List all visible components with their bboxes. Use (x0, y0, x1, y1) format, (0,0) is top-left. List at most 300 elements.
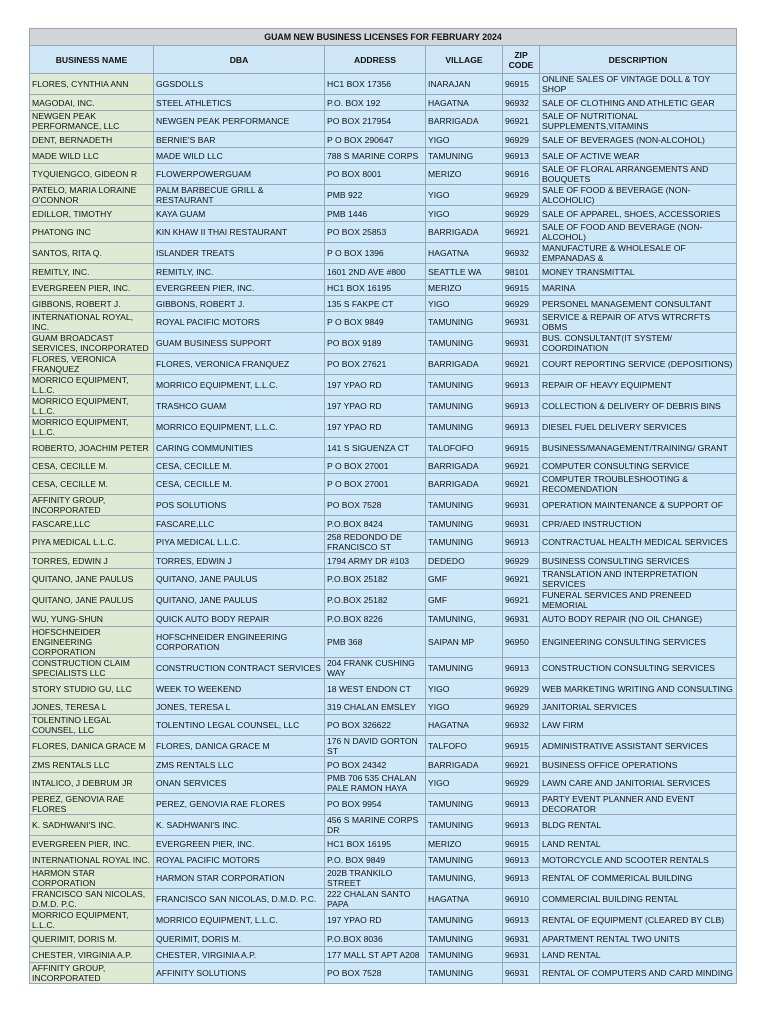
zip-code-cell: 96929 (503, 699, 540, 715)
business-name-cell: FLORES, VERONICA FRANQUEZ (30, 354, 154, 375)
dba-cell: FLORES, VERONICA FRANQUEZ (154, 354, 325, 375)
business-name-cell: SANTOS, RITA Q. (30, 243, 154, 264)
business-name-cell: WU, YUNG-SHUN (30, 611, 154, 627)
business-name-cell: CESA, CECILLE M. (30, 474, 154, 495)
description-cell: DIESEL FUEL DELIVERY SERVICES (540, 417, 737, 438)
village-cell: TAMUNING (426, 947, 503, 963)
village-cell: TALFOFO (426, 736, 503, 757)
village-cell: SEATTLE WA (426, 264, 503, 280)
address-cell: 258 REDONDO DE FRANCISCO ST (325, 532, 426, 553)
zip-code-cell: 96913 (503, 815, 540, 836)
business-name-cell: K. SADHWANI'S INC. (30, 815, 154, 836)
business-name-cell: AFFINITY GROUP, INCORPORATED (30, 963, 154, 984)
description-cell: CONSTRUCTION CONSULTING SERVICES (540, 658, 737, 679)
table-row (30, 458, 737, 474)
table-row (30, 185, 737, 206)
zip-code-cell: 96921 (503, 590, 540, 611)
zip-code-cell: 98101 (503, 264, 540, 280)
description-cell: REPAIR OF HEAVY EQUIPMENT (540, 375, 737, 396)
village-cell: YIGO (426, 699, 503, 715)
address-cell: 197 YPAO RD (325, 396, 426, 417)
dba-cell: NEWGEN PEAK PERFORMANCE (154, 111, 325, 132)
table-row (30, 910, 737, 931)
header-business-name: BUSINESS NAME (30, 46, 154, 74)
address-cell: P.O.BOX 25182 (325, 590, 426, 611)
description-cell: OPERATION MAINTENANCE & SUPPORT OF (540, 495, 737, 516)
dba-cell: CESA, CECILLE M. (154, 474, 325, 495)
dba-cell: PALM BARBECUE GRILL & RESTAURANT (154, 185, 325, 206)
table-row (30, 773, 737, 794)
table-row (30, 868, 737, 889)
dba-cell: FASCARE,LLC (154, 516, 325, 532)
business-name-cell: INTERNATIONAL ROYAL INC. (30, 852, 154, 868)
business-name-cell: NEWGEN PEAK PERFORMANCE, LLC (30, 111, 154, 132)
dba-cell: FLORES, DANICA GRACE M (154, 736, 325, 757)
table-row (30, 963, 737, 984)
village-cell: TAMUNING (426, 333, 503, 354)
description-cell: SALE OF CLOTHING AND ATHLETIC GEAR (540, 95, 737, 111)
dba-cell: JONES, TERESA L (154, 699, 325, 715)
dba-cell: GUAM BUSINESS SUPPORT (154, 333, 325, 354)
dba-cell: FRANCISCO SAN NICOLAS, D.M.D. P.C. (154, 889, 325, 910)
business-name-cell: EVERGREEN PIER, INC. (30, 836, 154, 852)
table-row (30, 132, 737, 148)
address-cell: HC1 BOX 16195 (325, 280, 426, 296)
header-description: DESCRIPTION (540, 46, 737, 74)
description-cell: ENGINEERING CONSULTING SERVICES (540, 627, 737, 658)
table-row (30, 590, 737, 611)
zip-code-cell: 96929 (503, 206, 540, 222)
dba-cell: TRASHCO GUAM (154, 396, 325, 417)
zip-code-cell: 96931 (503, 931, 540, 947)
business-name-cell: QUITANO, JANE PAULUS (30, 569, 154, 590)
village-cell: BARRIGADA (426, 474, 503, 495)
dba-cell: CHESTER, VIRGINIA A.P. (154, 947, 325, 963)
business-name-cell: INTALICO, J DEBRUM JR (30, 773, 154, 794)
business-name-cell: QUERIMIT, DORIS M. (30, 931, 154, 947)
description-cell: SALE OF FOOD AND BEVERAGE (NON-ALCOHOL) (540, 222, 737, 243)
business-name-cell: PHATONG INC (30, 222, 154, 243)
village-cell: TAMUNING (426, 312, 503, 333)
table-row (30, 74, 737, 95)
license-sheet (29, 28, 736, 984)
dba-cell: ONAN SERVICES (154, 773, 325, 794)
table-row (30, 312, 737, 333)
zip-code-cell: 96913 (503, 658, 540, 679)
address-cell: P.O.BOX 8424 (325, 516, 426, 532)
village-cell: YIGO (426, 185, 503, 206)
dba-cell: ISLANDER TREATS (154, 243, 325, 264)
business-name-cell: CHESTER, VIRGINIA A.P. (30, 947, 154, 963)
dba-cell: HOFSCHNEIDER ENGINEERING CORPORATION (154, 627, 325, 658)
business-name-cell: AFFINITY GROUP, INCORPORATED (30, 495, 154, 516)
table-row (30, 553, 737, 569)
address-cell: PO BOX 217954 (325, 111, 426, 132)
village-cell: TAMUNING (426, 658, 503, 679)
table-row (30, 95, 737, 111)
dba-cell: FLOWERPOWERGUAM (154, 164, 325, 185)
zip-code-cell: 96915 (503, 438, 540, 458)
header-zip-code: ZIP CODE (503, 46, 540, 74)
dba-cell: GIBBONS, ROBERT J. (154, 296, 325, 312)
description-cell: LAWN CARE AND JANITORIAL SERVICES (540, 773, 737, 794)
description-cell: BUSINESS/MANAGEMENT/TRAINING/ GRANT (540, 438, 737, 458)
address-cell: P.O.BOX 25182 (325, 569, 426, 590)
licenses-table (29, 28, 737, 984)
zip-code-cell: 96932 (503, 243, 540, 264)
zip-code-cell: 96913 (503, 794, 540, 815)
dba-cell: GGSDOLLS (154, 74, 325, 95)
description-cell: SALE OF ACTIVE WEAR (540, 148, 737, 164)
dba-cell: REMITLY, INC. (154, 264, 325, 280)
zip-code-cell: 96921 (503, 354, 540, 375)
address-cell: 135 S FAKPE CT (325, 296, 426, 312)
zip-code-cell: 96931 (503, 963, 540, 984)
table-title: GUAM NEW BUSINESS LICENSES FOR FEBRUARY 2024 (30, 29, 737, 46)
business-name-cell: REMITLY, INC. (30, 264, 154, 280)
village-cell: TAMUNING (426, 794, 503, 815)
zip-code-cell: 96913 (503, 375, 540, 396)
address-cell: 204 FRANK CUSHING WAY (325, 658, 426, 679)
table-row (30, 375, 737, 396)
village-cell: BARRIGADA (426, 111, 503, 132)
address-cell: P O BOX 1396 (325, 243, 426, 264)
dba-cell: K. SADHWANI'S INC. (154, 815, 325, 836)
business-name-cell: FLORES, CYNTHIA ANN (30, 74, 154, 95)
village-cell: TAMUNING (426, 148, 503, 164)
zip-code-cell: 96915 (503, 280, 540, 296)
description-cell: AUTO BODY REPAIR (NO OIL CHANGE) (540, 611, 737, 627)
table-row (30, 852, 737, 868)
zip-code-cell: 96921 (503, 111, 540, 132)
village-cell: MERIZO (426, 280, 503, 296)
business-name-cell: FLORES, DANICA GRACE M (30, 736, 154, 757)
zip-code-cell: 96929 (503, 773, 540, 794)
address-cell: 222 CHALAN SANTO PAPA (325, 889, 426, 910)
village-cell: BARRIGADA (426, 222, 503, 243)
table-row (30, 495, 737, 516)
village-cell: TAMUNING (426, 815, 503, 836)
business-name-cell: JONES, TERESA L (30, 699, 154, 715)
description-cell: COURT REPORTING SERVICE (DEPOSITIONS) (540, 354, 737, 375)
description-cell: SALE OF APPAREL, SHOES, ACCESSORIES (540, 206, 737, 222)
village-cell: YIGO (426, 206, 503, 222)
zip-code-cell: 96921 (503, 222, 540, 243)
address-cell: 319 CHALAN EMSLEY (325, 699, 426, 715)
address-cell: PMB 922 (325, 185, 426, 206)
address-cell: P.O. BOX 192 (325, 95, 426, 111)
table-row (30, 280, 737, 296)
address-cell: PO BOX 8001 (325, 164, 426, 185)
address-cell: 197 YPAO RD (325, 417, 426, 438)
description-cell: CONTRACTUAL HEALTH MEDICAL SERVICES (540, 532, 737, 553)
description-cell: PERSONEL MANAGEMENT CONSULTANT (540, 296, 737, 312)
table-row (30, 516, 737, 532)
description-cell: BUS. CONSULTANT(IT SYSTEM/ COORDINATION (540, 333, 737, 354)
description-cell: LAND RENTAL (540, 947, 737, 963)
table-row (30, 699, 737, 715)
table-row (30, 474, 737, 495)
village-cell: DEDEDO (426, 553, 503, 569)
zip-code-cell: 96931 (503, 312, 540, 333)
village-cell: YIGO (426, 132, 503, 148)
dba-cell: MORRICO EQUIPMENT, L.L.C. (154, 375, 325, 396)
village-cell: MERIZO (426, 836, 503, 852)
village-cell: TAMUNING, (426, 611, 503, 627)
address-cell: PO BOX 7528 (325, 963, 426, 984)
dba-cell: KIN KHAW II THAI RESTAURANT (154, 222, 325, 243)
address-cell: P O BOX 27001 (325, 458, 426, 474)
business-name-cell: GIBBONS, ROBERT J. (30, 296, 154, 312)
description-cell: SALE OF FLORAL ARRANGEMENTS AND BOUQUETS (540, 164, 737, 185)
address-cell: 176 N DAVID GORTON ST (325, 736, 426, 757)
village-cell: TAMUNING, (426, 868, 503, 889)
village-cell: TAMUNING (426, 417, 503, 438)
zip-code-cell: 96931 (503, 611, 540, 627)
description-cell: MONEY TRANSMITTAL (540, 264, 737, 280)
table-row (30, 836, 737, 852)
address-cell: PO BOX 9954 (325, 794, 426, 815)
zip-code-cell: 96932 (503, 95, 540, 111)
table-row (30, 206, 737, 222)
description-cell: MANUFACTURE & WHOLESALE OF EMPANADAS & (540, 243, 737, 264)
business-name-cell: CONSTRUCTION CLAIM SPECIALISTS LLC (30, 658, 154, 679)
village-cell: TAMUNING (426, 852, 503, 868)
dba-cell: AFFINITY SOLUTIONS (154, 963, 325, 984)
zip-code-cell: 96915 (503, 74, 540, 95)
village-cell: HAGATNA (426, 889, 503, 910)
village-cell: YIGO (426, 296, 503, 312)
address-cell: P O BOX 290647 (325, 132, 426, 148)
zip-code-cell: 96913 (503, 852, 540, 868)
business-name-cell: EDILLOR, TIMOTHY (30, 206, 154, 222)
table-row (30, 222, 737, 243)
table-row (30, 354, 737, 375)
description-cell: SALE OF BEVERAGES (NON-ALCOHOL) (540, 132, 737, 148)
zip-code-cell: 96913 (503, 532, 540, 553)
village-cell: BARRIGADA (426, 757, 503, 773)
village-cell: TAMUNING (426, 375, 503, 396)
business-name-cell: ROBERTO, JOACHIM PETER (30, 438, 154, 458)
zip-code-cell: 96913 (503, 417, 540, 438)
zip-code-cell: 96915 (503, 836, 540, 852)
table-row (30, 715, 737, 736)
table-row (30, 148, 737, 164)
table-row (30, 333, 737, 354)
dba-cell: QUITANO, JANE PAULUS (154, 590, 325, 611)
dba-cell: MADE WILD LLC (154, 148, 325, 164)
business-name-cell: HARMON STAR CORPORATION (30, 868, 154, 889)
zip-code-cell: 96916 (503, 164, 540, 185)
description-cell: ADMINISTRATIVE ASSISTANT SERVICES (540, 736, 737, 757)
village-cell: HAGATNA (426, 243, 503, 264)
village-cell: TAMUNING (426, 532, 503, 553)
business-name-cell: MORRICO EQUIPMENT, L.L.C. (30, 375, 154, 396)
dba-cell: EVERGREEN PIER, INC. (154, 280, 325, 296)
description-cell: JANITORIAL SERVICES (540, 699, 737, 715)
description-cell: TRANSLATION AND INTERPRETATION SERVICES (540, 569, 737, 590)
table-row (30, 417, 737, 438)
table-row (30, 296, 737, 312)
zip-code-cell: 96921 (503, 474, 540, 495)
header-row (30, 46, 737, 74)
description-cell: SALE OF FOOD & BEVERAGE (NON-ALCOHOLIC) (540, 185, 737, 206)
table-row (30, 794, 737, 815)
zip-code-cell: 96929 (503, 296, 540, 312)
zip-code-cell: 96931 (503, 516, 540, 532)
business-name-cell: MAGODAI, INC. (30, 95, 154, 111)
dba-cell: BERNIE'S BAR (154, 132, 325, 148)
village-cell: BARRIGADA (426, 354, 503, 375)
zip-code-cell: 96929 (503, 132, 540, 148)
zip-code-cell: 96950 (503, 627, 540, 658)
address-cell: PMB 368 (325, 627, 426, 658)
description-cell: SERVICE & REPAIR OF ATVS WTRCRFTS OBMS (540, 312, 737, 333)
description-cell: LAND RENTAL (540, 836, 737, 852)
village-cell: YIGO (426, 773, 503, 794)
description-cell: RENTAL OF COMPUTERS AND CARD MINDING (540, 963, 737, 984)
dba-cell: TORRES, EDWIN J (154, 553, 325, 569)
dba-cell: STEEL ATHLETICS (154, 95, 325, 111)
address-cell: 197 YPAO RD (325, 910, 426, 931)
address-cell: P O BOX 27001 (325, 474, 426, 495)
business-name-cell: TYQUIENGCO, GIDEON R (30, 164, 154, 185)
zip-code-cell: 96913 (503, 148, 540, 164)
address-cell: 1601 2ND AVE #800 (325, 264, 426, 280)
table-row (30, 658, 737, 679)
dba-cell: ROYAL PACIFIC MOTORS (154, 852, 325, 868)
table-body (30, 74, 737, 984)
zip-code-cell: 96931 (503, 495, 540, 516)
dba-cell: POS SOLUTIONS (154, 495, 325, 516)
address-cell: P O BOX 9849 (325, 312, 426, 333)
description-cell: RENTAL OF EQUIPMENT (CLEARED BY CLB) (540, 910, 737, 931)
table-row (30, 438, 737, 458)
zip-code-cell: 96931 (503, 333, 540, 354)
zip-code-cell: 96915 (503, 736, 540, 757)
header-village: VILLAGE (426, 46, 503, 74)
village-cell: GMF (426, 590, 503, 611)
title-row (30, 29, 737, 46)
description-cell: LAW FIRM (540, 715, 737, 736)
address-cell: 1794 ARMY DR #103 (325, 553, 426, 569)
address-cell: PO BOX 326622 (325, 715, 426, 736)
address-cell: PO BOX 9189 (325, 333, 426, 354)
village-cell: TAMUNING (426, 931, 503, 947)
business-name-cell: HOFSCHNEIDER ENGINEERING CORPORATION (30, 627, 154, 658)
address-cell: 141 S SIGUENZA CT (325, 438, 426, 458)
dba-cell: ZMS RENTALS LLC (154, 757, 325, 773)
zip-code-cell: 96929 (503, 679, 540, 699)
dba-cell: WEEK TO WEEKEND (154, 679, 325, 699)
description-cell: MOTORCYCLE AND SCOOTER RENTALS (540, 852, 737, 868)
address-cell: PO BOX 25853 (325, 222, 426, 243)
zip-code-cell: 96931 (503, 947, 540, 963)
address-cell: 177 MALL ST APT A208 (325, 947, 426, 963)
address-cell: HC1 BOX 16195 (325, 836, 426, 852)
zip-code-cell: 96913 (503, 910, 540, 931)
address-cell: PMB 1446 (325, 206, 426, 222)
dba-cell: PEREZ, GENOVIA RAE FLORES (154, 794, 325, 815)
dba-cell: CARING COMMUNITIES (154, 438, 325, 458)
village-cell: HAGATNA (426, 715, 503, 736)
business-name-cell: FASCARE,LLC (30, 516, 154, 532)
zip-code-cell: 96913 (503, 396, 540, 417)
business-name-cell: CESA, CECILLE M. (30, 458, 154, 474)
address-cell: PO BOX 24342 (325, 757, 426, 773)
address-cell: P.O. BOX 9849 (325, 852, 426, 868)
dba-cell: EVERGREEN PIER, INC. (154, 836, 325, 852)
village-cell: GMF (426, 569, 503, 590)
village-cell: SAIPAN MP (426, 627, 503, 658)
dba-cell: HARMON STAR CORPORATION (154, 868, 325, 889)
address-cell: 18 WEST ENDON CT (325, 679, 426, 699)
description-cell: COLLECTION & DELIVERY OF DEBRIS BINS (540, 396, 737, 417)
description-cell: BUSINESS OFFICE OPERATIONS (540, 757, 737, 773)
zip-code-cell: 96929 (503, 553, 540, 569)
zip-code-cell: 96921 (503, 569, 540, 590)
table-row (30, 532, 737, 553)
table-row (30, 889, 737, 910)
description-cell: APARTMENT RENTAL TWO UNITS (540, 931, 737, 947)
dba-cell: CONSTRUCTION CONTRACT SERVICES (154, 658, 325, 679)
dba-cell: TOLENTINO LEGAL COUNSEL, LLC (154, 715, 325, 736)
address-cell: HC1 BOX 17356 (325, 74, 426, 95)
dba-cell: QUICK AUTO BODY REPAIR (154, 611, 325, 627)
dba-cell: QUERIMIT, DORIS M. (154, 931, 325, 947)
table-row (30, 396, 737, 417)
address-cell: PO BOX 7528 (325, 495, 426, 516)
village-cell: MERIZO (426, 164, 503, 185)
village-cell: TAMUNING (426, 516, 503, 532)
address-cell: P.O.BOX 8226 (325, 611, 426, 627)
business-name-cell: MORRICO EQUIPMENT, L.L.C. (30, 417, 154, 438)
business-name-cell: TORRES, EDWIN J (30, 553, 154, 569)
address-cell: 197 YPAO RD (325, 375, 426, 396)
village-cell: TAMUNING (426, 495, 503, 516)
business-name-cell: EVERGREEN PIER, INC. (30, 280, 154, 296)
description-cell: COMMERCIAL BUILDING RENTAL (540, 889, 737, 910)
description-cell: RENTAL OF COMMERICAL BUILDING (540, 868, 737, 889)
header-dba: DBA (154, 46, 325, 74)
business-name-cell: TOLENTINO LEGAL COUNSEL, LLC (30, 715, 154, 736)
table-row (30, 931, 737, 947)
description-cell: BLDG RENTAL (540, 815, 737, 836)
zip-code-cell: 96921 (503, 757, 540, 773)
table-row (30, 569, 737, 590)
village-cell: TAMUNING (426, 910, 503, 931)
business-name-cell: QUITANO, JANE PAULUS (30, 590, 154, 611)
address-cell: P.O.BOX 8036 (325, 931, 426, 947)
table-row (30, 111, 737, 132)
dba-cell: CESA, CECILLE M. (154, 458, 325, 474)
address-cell: PO BOX 27621 (325, 354, 426, 375)
zip-code-cell: 96921 (503, 458, 540, 474)
village-cell: BARRIGADA (426, 458, 503, 474)
business-name-cell: INTERNATIONAL ROYAL, INC. (30, 312, 154, 333)
description-cell: COMPUTER TROUBLESHOOTING & RECOMENDATION (540, 474, 737, 495)
village-cell: TALOFOFO (426, 438, 503, 458)
village-cell: TAMUNING (426, 963, 503, 984)
village-cell: YIGO (426, 679, 503, 699)
business-name-cell: STORY STUDIO GU, LLC (30, 679, 154, 699)
description-cell: SALE OF NUTRITIONAL SUPPLEMENTS,VITAMINS (540, 111, 737, 132)
zip-code-cell: 96913 (503, 868, 540, 889)
table-row (30, 264, 737, 280)
dba-cell: MORRICO EQUIPMENT, L.L.C. (154, 417, 325, 438)
table-row (30, 679, 737, 699)
description-cell: FUNERAL SERVICES AND PRENEED MEMORIAL (540, 590, 737, 611)
